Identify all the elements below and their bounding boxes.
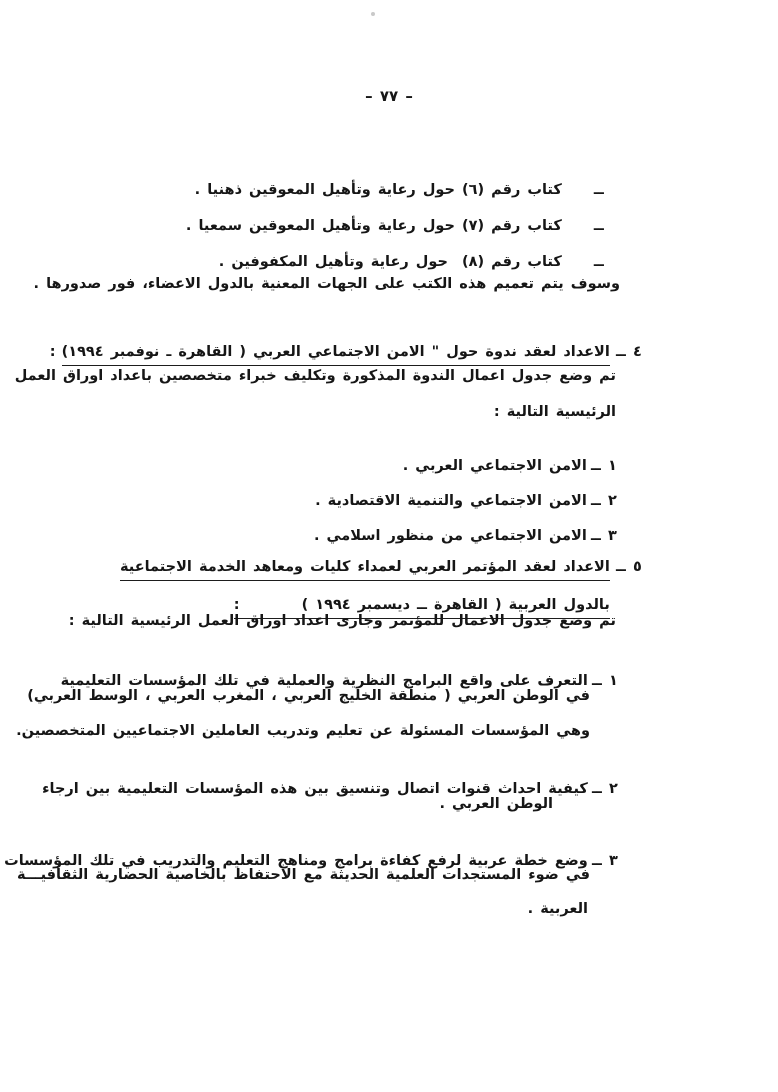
list-item xyxy=(42,759,646,819)
dash-bullet: ــ xyxy=(593,182,604,198)
section-5-number: ٥ ــ xyxy=(615,559,642,575)
item-number: ٢ ــ xyxy=(590,493,617,509)
section-4-number: ٤ ــ xyxy=(615,344,642,360)
list-item-continuation: الوطن العربي . xyxy=(439,796,553,812)
section-5-heading-line1: الاعداد لعقد المؤتمر العربي لعمداء كليات ومعاهد الخدمة الاجتماعية xyxy=(120,559,610,581)
heading-colon: : xyxy=(49,344,56,360)
item-text: الامن الاجتماعي والتنمية الاقتصادية . xyxy=(315,493,587,509)
paragraph-line: الرئيسية التالية : xyxy=(493,404,616,420)
list-item-continuation: في ضوء المستجدات العلمية الحديثة مع الاحتفاظ بالخاصية الحضارية الثقافيـــة xyxy=(16,867,590,883)
section-4-heading-text: الاعداد لعقد ندوة حول " الامن الاجتماعي العربي ( القاهرة ـ نوفمبر ١٩٩٤) xyxy=(62,344,610,366)
list-item-continuation: وهي المؤسسات المسئولة عن تعليم وتدريب العاملين الاجتماعيين المتخصصين. xyxy=(16,723,590,739)
heading-colon: : xyxy=(233,597,240,613)
paragraph-line: تم وضع جدول اعمال الندوة المذكورة وتكليف خبراء متخصصين باعداد اوراق العمل xyxy=(14,368,616,384)
paragraph-line: وسوف يتم تعميم هذه الكتب على الجهات المعنية بالدول الاعضاء، فور صدورها . xyxy=(33,276,620,292)
bullet-text: كتاب رقم (٦) حول رعاية وتأهيل المعوقين ذهنيا . xyxy=(194,182,562,198)
dash-bullet: ــ xyxy=(593,254,604,270)
bullet-text: كتاب رقم (٨) حول رعاية وتأهيل المكفوفين . xyxy=(218,254,562,270)
item-number: ١ ــ xyxy=(591,673,618,689)
item-text: الامن الاجتماعي من منظور اسلامي . xyxy=(314,528,587,544)
item-number: ١ ــ xyxy=(590,458,617,474)
item-number: ٢ ــ xyxy=(591,781,618,797)
item-number: ٣ ــ xyxy=(590,528,617,544)
page-number: – ٧٧ – xyxy=(365,87,413,105)
paragraph-line: تم وضع جدول الاعمال للمؤتمر وجارى اعداد اوراق العمل الرئيسية التالية : xyxy=(68,613,616,629)
scan-artifact xyxy=(371,12,375,16)
dash-bullet: ــ xyxy=(593,218,604,234)
item-number: ٣ ــ xyxy=(591,853,618,869)
heading-line2-text: بالدول العربية ( القاهرة ــ ديسمبر ١٩٩٤ ) xyxy=(301,597,610,613)
item-text: التعرف على واقع البرامج النظرية والعملية في تلك المؤسسات التعليمية xyxy=(60,673,588,689)
bullet-text: كتاب رقم (٧) حول رعاية وتأهيل المعوقين سمعيا . xyxy=(185,218,562,234)
list-item-continuation: العربية . xyxy=(527,901,588,917)
item-text: كيفية احداث قنوات اتصال وتنسيق بين هذه المؤسسات التعليمية بين ارجاء xyxy=(42,781,588,797)
item-text: الامن الاجتماعي العربي . xyxy=(402,458,587,474)
list-item-continuation: في الوطن العربي ( منطقة الخليج العربي ، المغرب العربي ، الوسط العربي) xyxy=(27,688,590,704)
item-text: وضع خطة عربية لرفع كفاءة برامج ومناهج التعليم والتدريب في تلك المؤسسات xyxy=(4,853,588,869)
